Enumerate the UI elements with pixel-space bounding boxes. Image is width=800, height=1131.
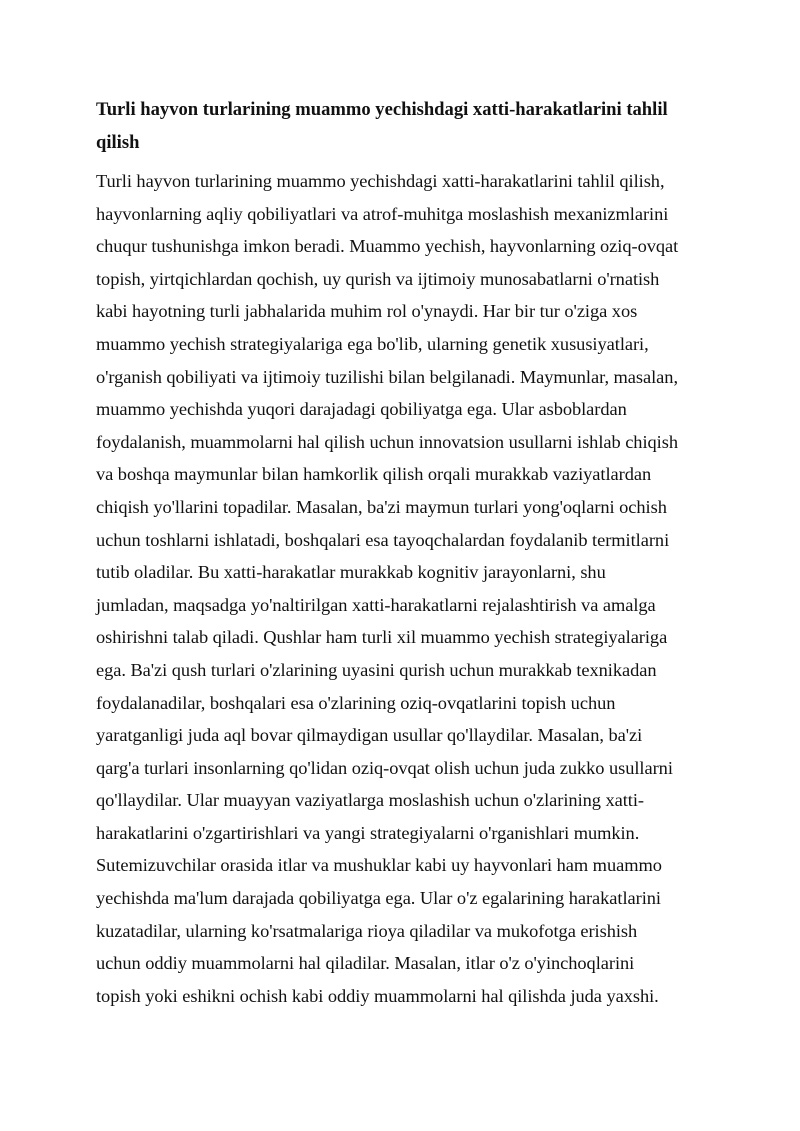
body-line: topish yoki eshikni ochish kabi oddiy muammolarni hal qilishda juda yaxshi. bbox=[96, 985, 659, 1006]
body-line: Sutemizuvchilar orasida itlar va mushuklar kabi uy hayvonlari ham muammo bbox=[96, 855, 662, 876]
body-line: qo'llaydilar. Ular muayyan vaziyatlarga moslashish uchun o'zlarining xatti- bbox=[96, 790, 644, 811]
body-line: tutib oladilar. Bu xatti-harakatlar murakkab kognitiv jarayonlarni, shu bbox=[96, 562, 606, 583]
body-line: yechishda ma'lum darajada qobiliyatga ega. Ular o'z egalarining harakatlarini bbox=[96, 888, 661, 909]
body-line: jumladan, maqsadga yo'naltirilgan xatti-harakatlarni rejalashtirish va amalga bbox=[96, 594, 656, 615]
body-line: uchun oddiy muammolarni hal qiladilar. Masalan, itlar o'z o'yinchoqlarini bbox=[96, 953, 635, 974]
document-title bbox=[96, 93, 708, 159]
body-line: muammo yechishda yuqori darajadagi qobiliyatga ega. Ular asboblardan bbox=[96, 399, 627, 420]
body-line: Turli hayvon turlarining muammo yechishdagi xatti-harakatlarini tahlil qilish, bbox=[96, 171, 665, 191]
body-line: qarg'a turlari insonlarning qo'lidan oziq-ovqat olish uchun juda zukko usullarni bbox=[96, 757, 673, 778]
body-line: kabi hayotning turli jabhalarida muhim rol o'ynaydi. Har bir tur o'ziga xos bbox=[96, 301, 638, 322]
title-line: Turli hayvon turlarining muammo yechishdagi xatti-harakatlarini tahlil bbox=[96, 99, 668, 120]
body-line: foydalanadilar, boshqalari esa o'zlarining oziq-ovqatlarini topish uchun bbox=[96, 692, 616, 713]
body-line: muammo yechish strategiyalariga ega bo'lib, ularning genetik xususiyatlari, bbox=[96, 333, 649, 354]
body-line: topish, yirtqichlardan qochish, uy qurish va ijtimoiy munosabatlarni o'rnatish bbox=[96, 268, 660, 289]
body-line: hayvonlarning aqliy qobiliyatlari va atrof-muhitga moslashish mexanizmlarini bbox=[96, 203, 669, 224]
body-line: harakatlarini o'zgartirishlari va yangi strategiyalarni o'rganishlari mumkin. bbox=[96, 822, 640, 843]
body-line: ega. Ba'zi qush turlari o'zlarining uyasini qurish uchun murakkab texnikadan bbox=[96, 659, 657, 680]
body-line: chiqish yo'llarini topadilar. Masalan, ba'zi maymun turlari yong'oqlarni ochish bbox=[96, 496, 667, 517]
document-content bbox=[96, 93, 708, 1012]
body-line: foydalanish, muammolarni hal qilish uchun innovatsion usullarni ishlab chiqish bbox=[96, 431, 678, 452]
body-paragraph bbox=[96, 165, 708, 1012]
body-line: uchun toshlarni ishlatadi, boshqalari esa tayoqchalardan foydalanib termitlarni bbox=[96, 529, 670, 550]
body-line: chuqur tushunishga imkon beradi. Muammo yechish, hayvonlarning oziq-ovqat bbox=[96, 236, 679, 257]
body-line: yaratganligi juda aql bovar qilmaydigan usullar qo'llaydilar. Masalan, ba'zi bbox=[96, 725, 643, 746]
body-line: oshirishni talab qiladi. Qushlar ham turli xil muammo yechish strategiyalariga bbox=[96, 627, 668, 648]
body-line: va boshqa maymunlar bilan hamkorlik qilish orqali murakkab vaziyatlardan bbox=[96, 464, 652, 485]
title-line: qilish bbox=[96, 132, 140, 153]
body-line: kuzatadilar, ularning ko'rsatmalariga rioya qiladilar va mukofotga erishish bbox=[96, 920, 638, 941]
body-line: o'rganish qobiliyati va ijtimoiy tuzilishi bilan belgilanadi. Maymunlar, masalan, bbox=[96, 366, 678, 387]
